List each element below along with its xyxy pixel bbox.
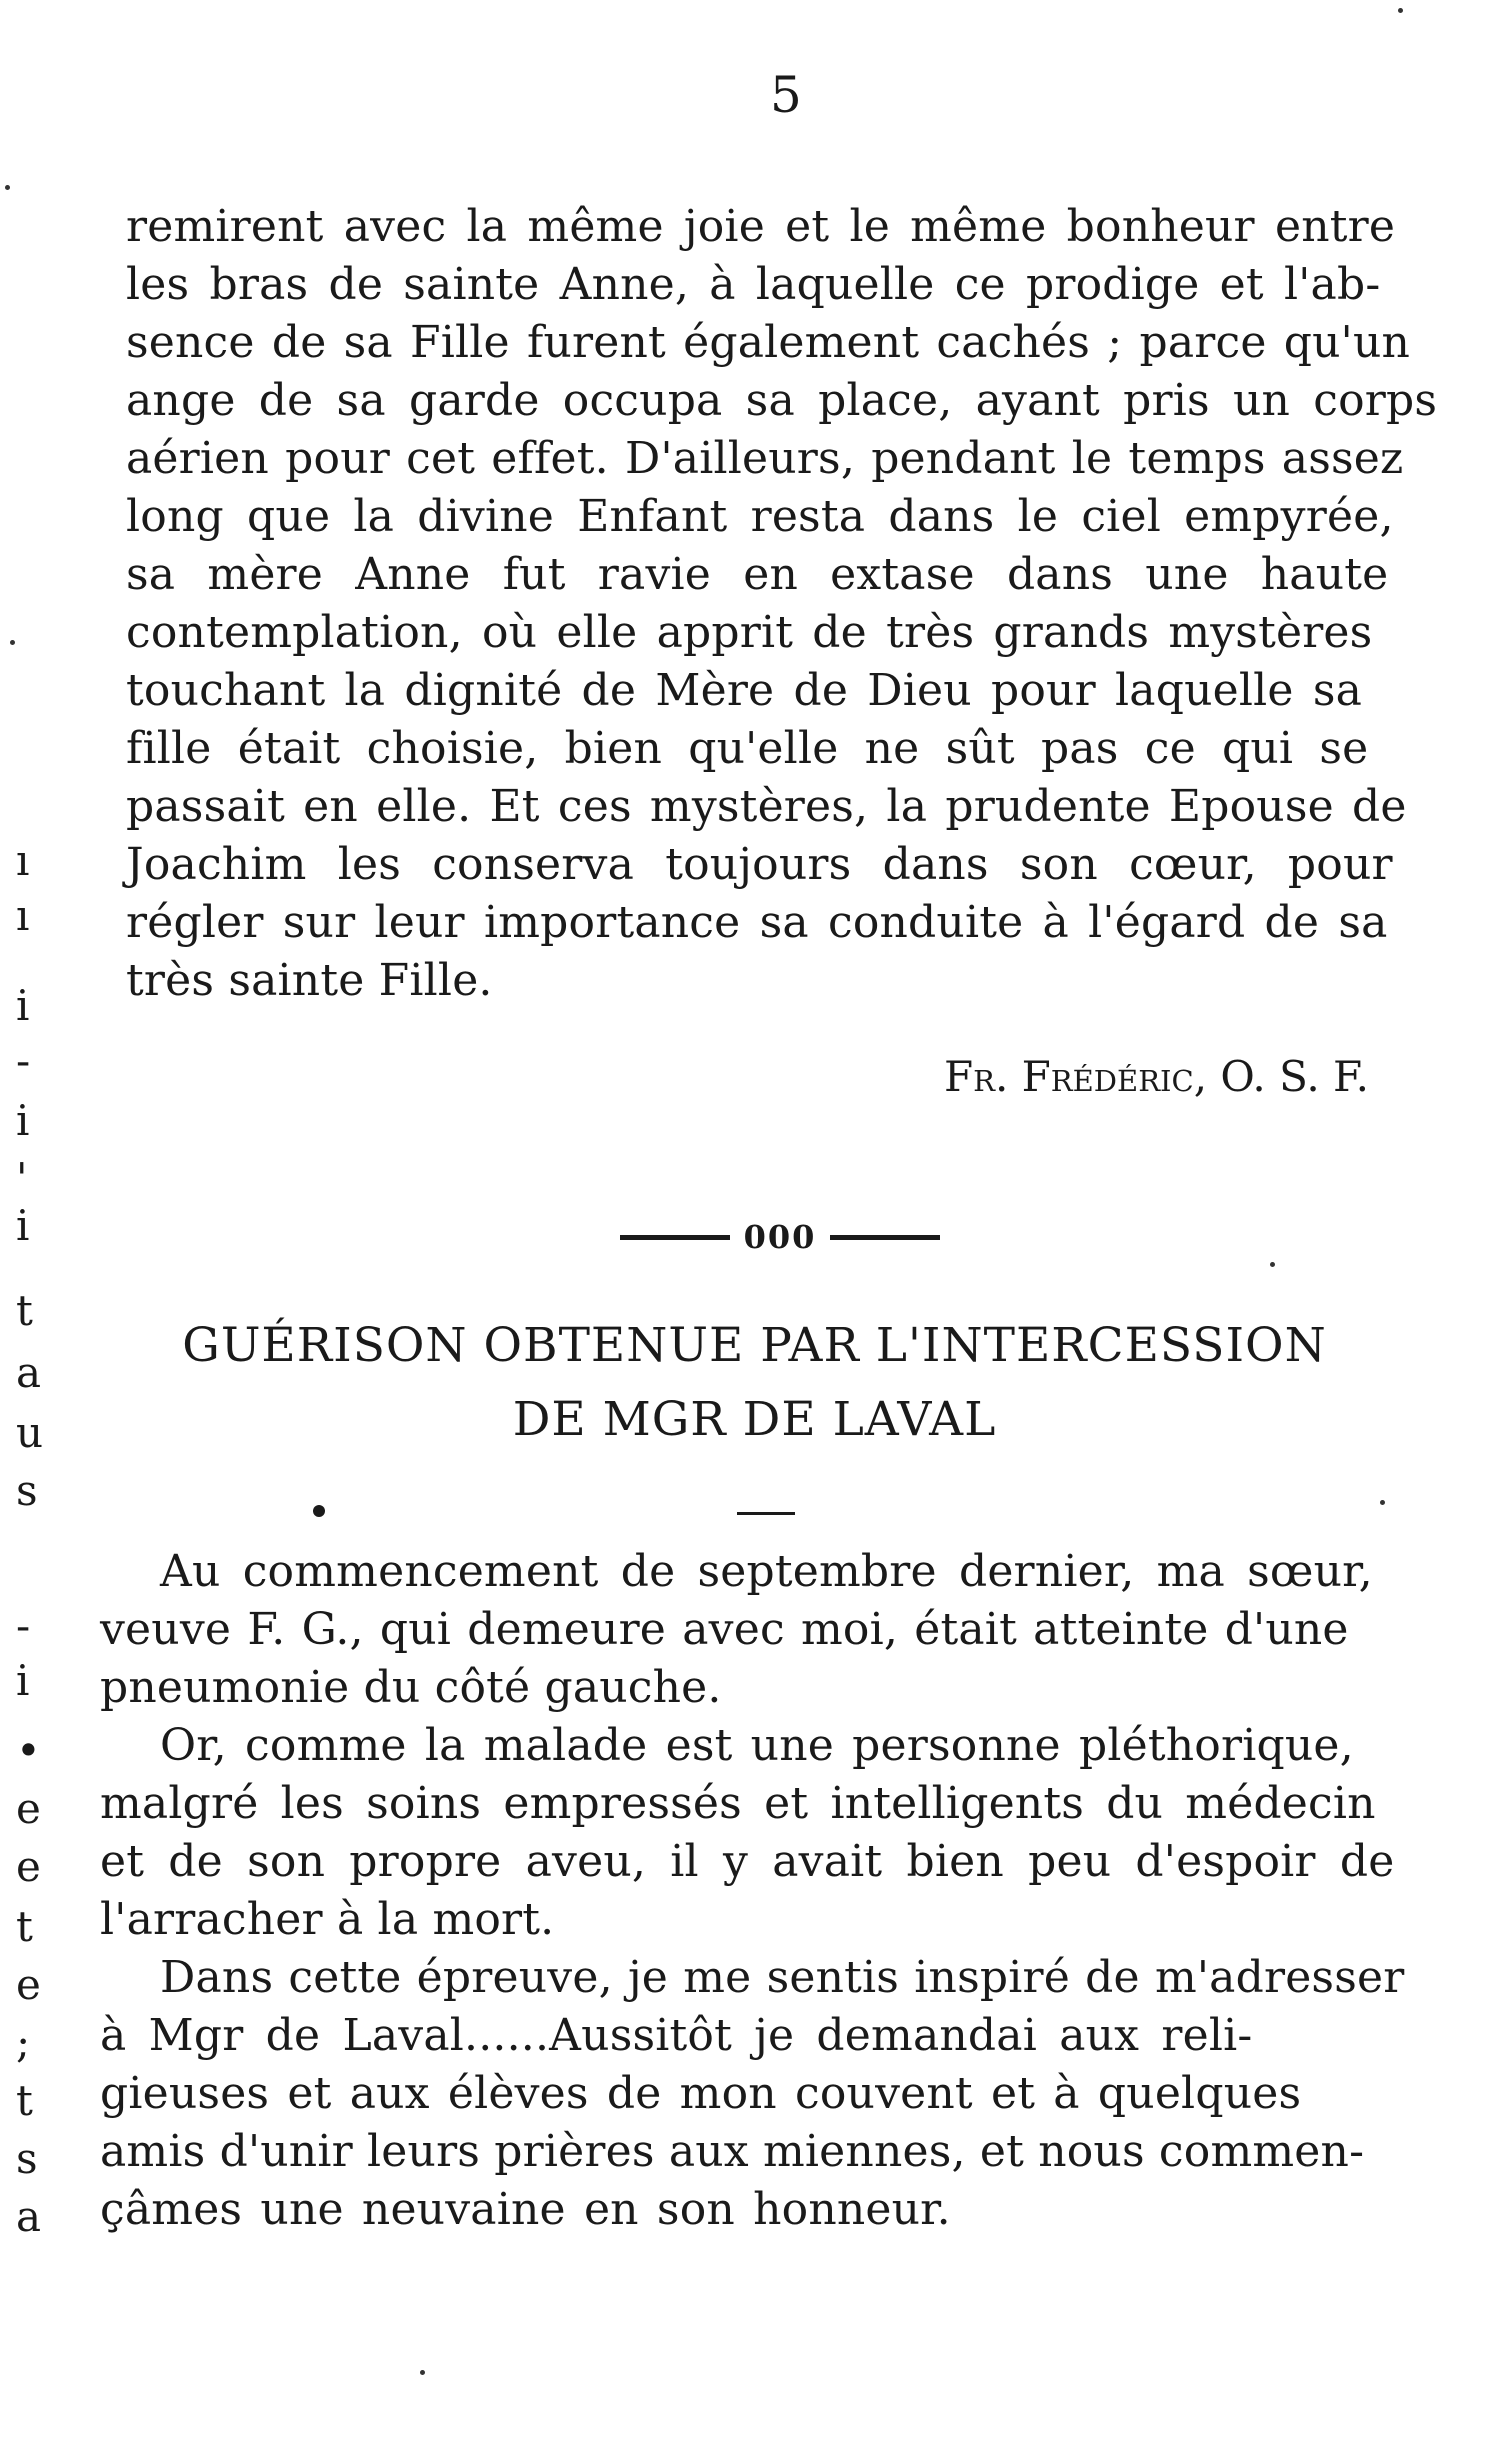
article-title: GUÉRISON OBTENUE PAR L'INTERCESSION [182, 1318, 1327, 1373]
body-line: passait en elle. Et ces mystères, la prudente Epouse de [126, 781, 1407, 832]
body-line: contemplation, où elle apprit de très grands mystères [126, 607, 1373, 658]
body-line: fille était choisie, bien qu'elle ne sût pas ce qui se [126, 723, 1369, 774]
margin-char: - [16, 1036, 31, 1085]
margin-char: • [16, 1726, 41, 1775]
scan-speck [420, 2370, 425, 2375]
body-line: Au commencement de septembre dernier, ma sœur, [160, 1546, 1373, 1597]
margin-char: t [16, 2076, 33, 2125]
body-line: aérien pour cet effet. D'ailleurs, pendant le temps assez [126, 433, 1404, 484]
margin-char: t [16, 1286, 33, 1335]
margin-char: ; [16, 2018, 31, 2067]
signature: Fr. Frédéric, O. S. F. [943, 1052, 1369, 1101]
body-line: Or, comme la malade est une personne pléthorique, [160, 1720, 1354, 1771]
body-line: régler sur leur importance sa conduite à l'égard de sa [126, 897, 1388, 948]
scan-speck [1380, 1500, 1385, 1505]
body-line: veuve F. G., qui demeure avec moi, était atteinte d'une [100, 1604, 1349, 1655]
body-line: les bras de sainte Anne, à laquelle ce prodige et l'ab- [126, 259, 1381, 310]
margin-char: s [16, 1466, 38, 1515]
body-line: ange de sa garde occupa sa place, ayant pris un corps [126, 375, 1438, 426]
margin-char: i [16, 1201, 30, 1250]
article-subtitle: DE MGR DE LAVAL [512, 1392, 997, 1447]
divider-rule [620, 1235, 730, 1240]
margin-char: e [16, 1784, 41, 1833]
section-divider [600, 1218, 960, 1256]
margin-char: e [16, 1842, 41, 1891]
page-number: 5 [770, 66, 802, 124]
body-line: amis d'unir leurs prières aux miennes, et nous commen- [100, 2126, 1365, 2177]
divider-rule [830, 1235, 940, 1240]
short-rule [737, 1512, 795, 1515]
body-line: sence de sa Fille furent également cachés ; parce qu'un [126, 317, 1411, 368]
margin-char: t [16, 1902, 33, 1951]
body-line: sa mère Anne fut ravie en extase dans une haute [126, 549, 1389, 600]
margin-char: u [16, 1408, 44, 1457]
body-line: çâmes une neuvaine en son honneur. [100, 2184, 951, 2235]
scan-speck [1270, 1262, 1275, 1267]
margin-char: i [16, 1096, 30, 1145]
body-line: Dans cette épreuve, je me sentis inspiré de m'adresser [160, 1952, 1405, 2003]
scan-speck [1398, 8, 1403, 13]
margin-char: ' [16, 1154, 28, 1203]
divider-mark: 000 [743, 1218, 817, 1256]
margin-char: ı [16, 836, 30, 885]
scan-speck [5, 185, 10, 190]
body-line: et de son propre aveu, il y avait bien peu d'espoir de [100, 1836, 1395, 1887]
margin-char: - [16, 1601, 31, 1650]
margin-char: ı [16, 891, 30, 940]
scan-speck [10, 640, 15, 645]
body-line: gieuses et aux élèves de mon couvent et à quelques [100, 2068, 1302, 2119]
body-line: remirent avec la même joie et le même bonheur entre [126, 201, 1396, 252]
body-line: long que la divine Enfant resta dans le ciel empyrée, [126, 491, 1394, 542]
body-line: l'arracher à la mort. [100, 1894, 555, 1945]
margin-char: s [16, 2134, 38, 2183]
body-line: pneumonie du côté gauche. [100, 1662, 722, 1713]
margin-char: a [16, 1348, 42, 1397]
body-line: malgré les soins empressés et intelligents du médecin [100, 1778, 1376, 1829]
body-line: à Mgr de Laval......Aussitôt je demandai aux reli- [100, 2010, 1253, 2061]
body-line: très sainte Fille. [126, 955, 493, 1006]
body-line: touchant la dignité de Mère de Dieu pour laquelle sa [126, 665, 1363, 716]
margin-char: i [16, 1656, 30, 1705]
bullet-mark [313, 1505, 325, 1517]
body-line: Joachim les conserva toujours dans son cœur, pour [126, 839, 1393, 890]
margin-char: e [16, 1960, 41, 2009]
margin-char: a [16, 2192, 42, 2241]
margin-char: i [16, 981, 30, 1030]
